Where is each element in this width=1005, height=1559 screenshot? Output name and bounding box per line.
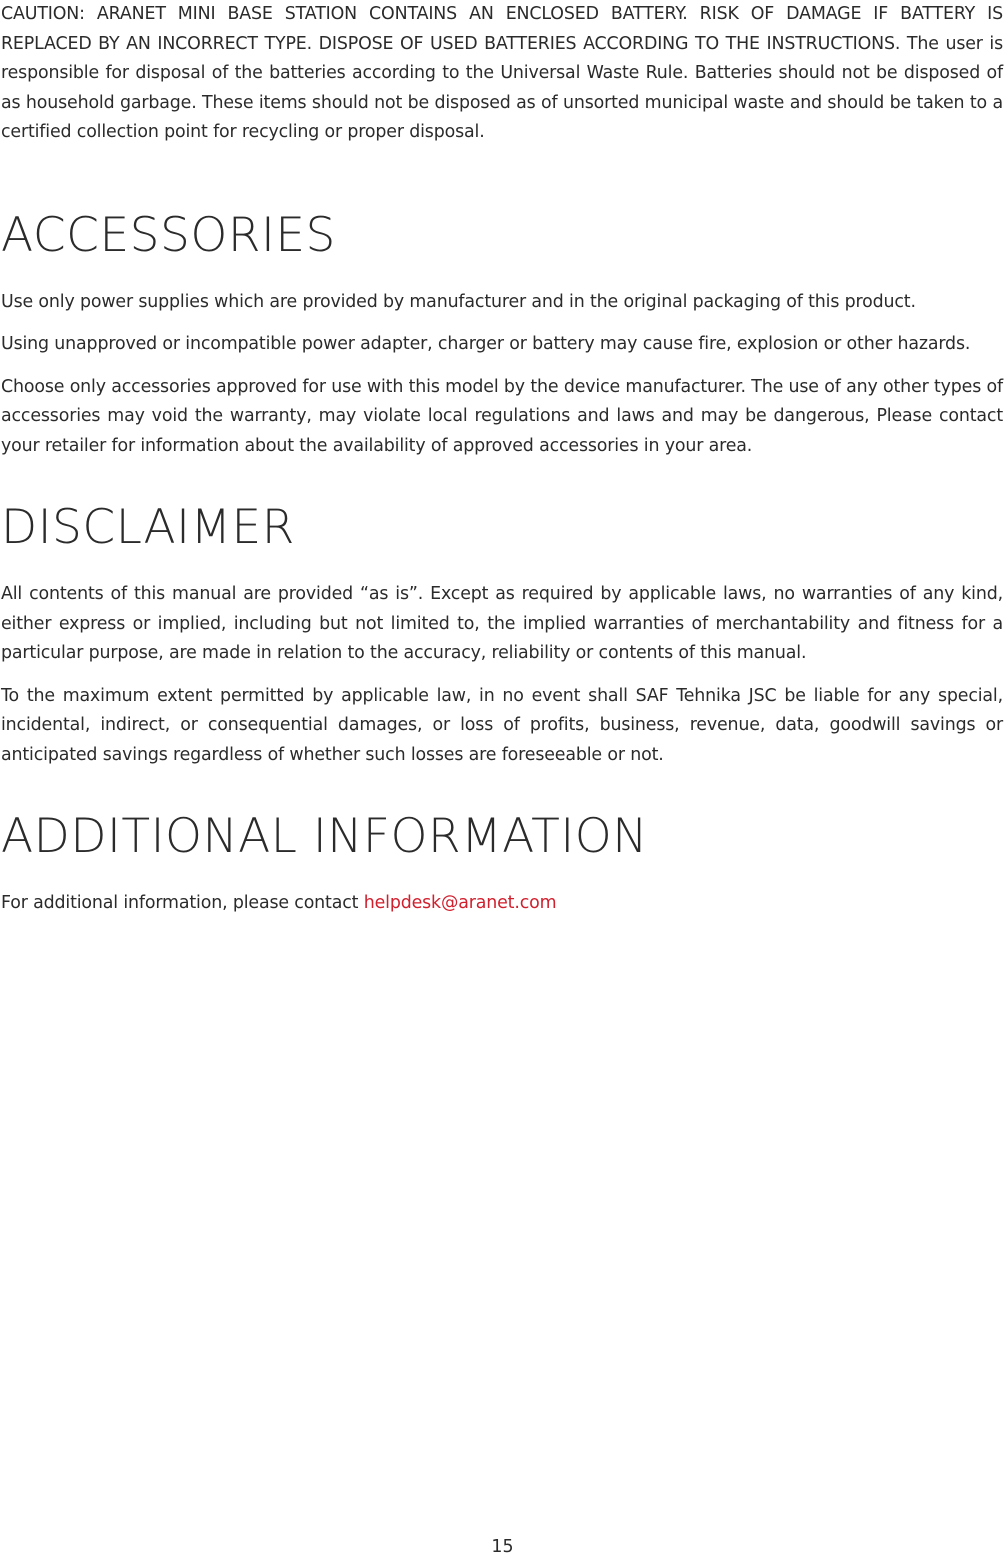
disclaimer-heading: DISCLAIMER [1,500,295,555]
contact-line [1,889,1003,919]
contact-prefix: For additional information, please contact [1,893,359,913]
disclaimer-paragraph-1: All contents of this manual are provided “as is”. Except as required by applicable laws, no warranties of any kind, either express or implied, including but not limited to, the implied warranties of merchantability and fitness for a particular purpose, are made in relation to the accuracy, reliability or contents of this manual. [1,584,1003,663]
accessories-heading: ACCESSORIES [1,207,336,263]
additional-information-heading: ADDITIONAL INFORMATION [1,809,648,864]
disclaimer-paragraph-2: To the maximum extent permitted by applicable law, in no event shall SAF Tehnika JSC be liable for any special, incidental, indirect, or consequential damages, or loss of profits, business, revenue, data, goodwill savings or anticipated savings regardless of whether such losses are foreseeable or not. [1,685,1003,765]
caution-paragraph: CAUTION: ARANET MINI BASE STATION CONTAINS AN ENCLOSED BATTERY. RISK OF DAMAGE IF BATTERY IS REPLACED BY AN INCORRECT TYPE. DISPOSE OF USED BATTERIES ACCORDING TO THE INSTRUCTIONS. The user is responsible for disposal of the batteries according to the Universal Waste Rule. Batteries should not be disposed of as household garbage. These items should not be disposed as of unsorted municipal waste and should be taken to a certified collection point for recycling or proper disposal. [1,4,1003,142]
page-number: 15 [491,1537,514,1557]
accessories-paragraph-2: Using unapproved or incompatible power adapter, charger or battery may cause fire, explosion or other hazards. [1,334,971,354]
helpdesk-email-link[interactable]: helpdesk@aranet.com [363,893,557,913]
accessories-paragraph-3: Choose only accessories approved for use with this model by the device manufacturer. The use of any other types of accessories may void the warranty, may violate local regulations and laws and may be dangerous, Please contact your retailer for information about the availability of approved accessories in your area. [1,376,1003,456]
accessories-paragraph-1: Use only power supplies which are provided by manufacturer and in the original packaging of this product. [1,291,916,312]
